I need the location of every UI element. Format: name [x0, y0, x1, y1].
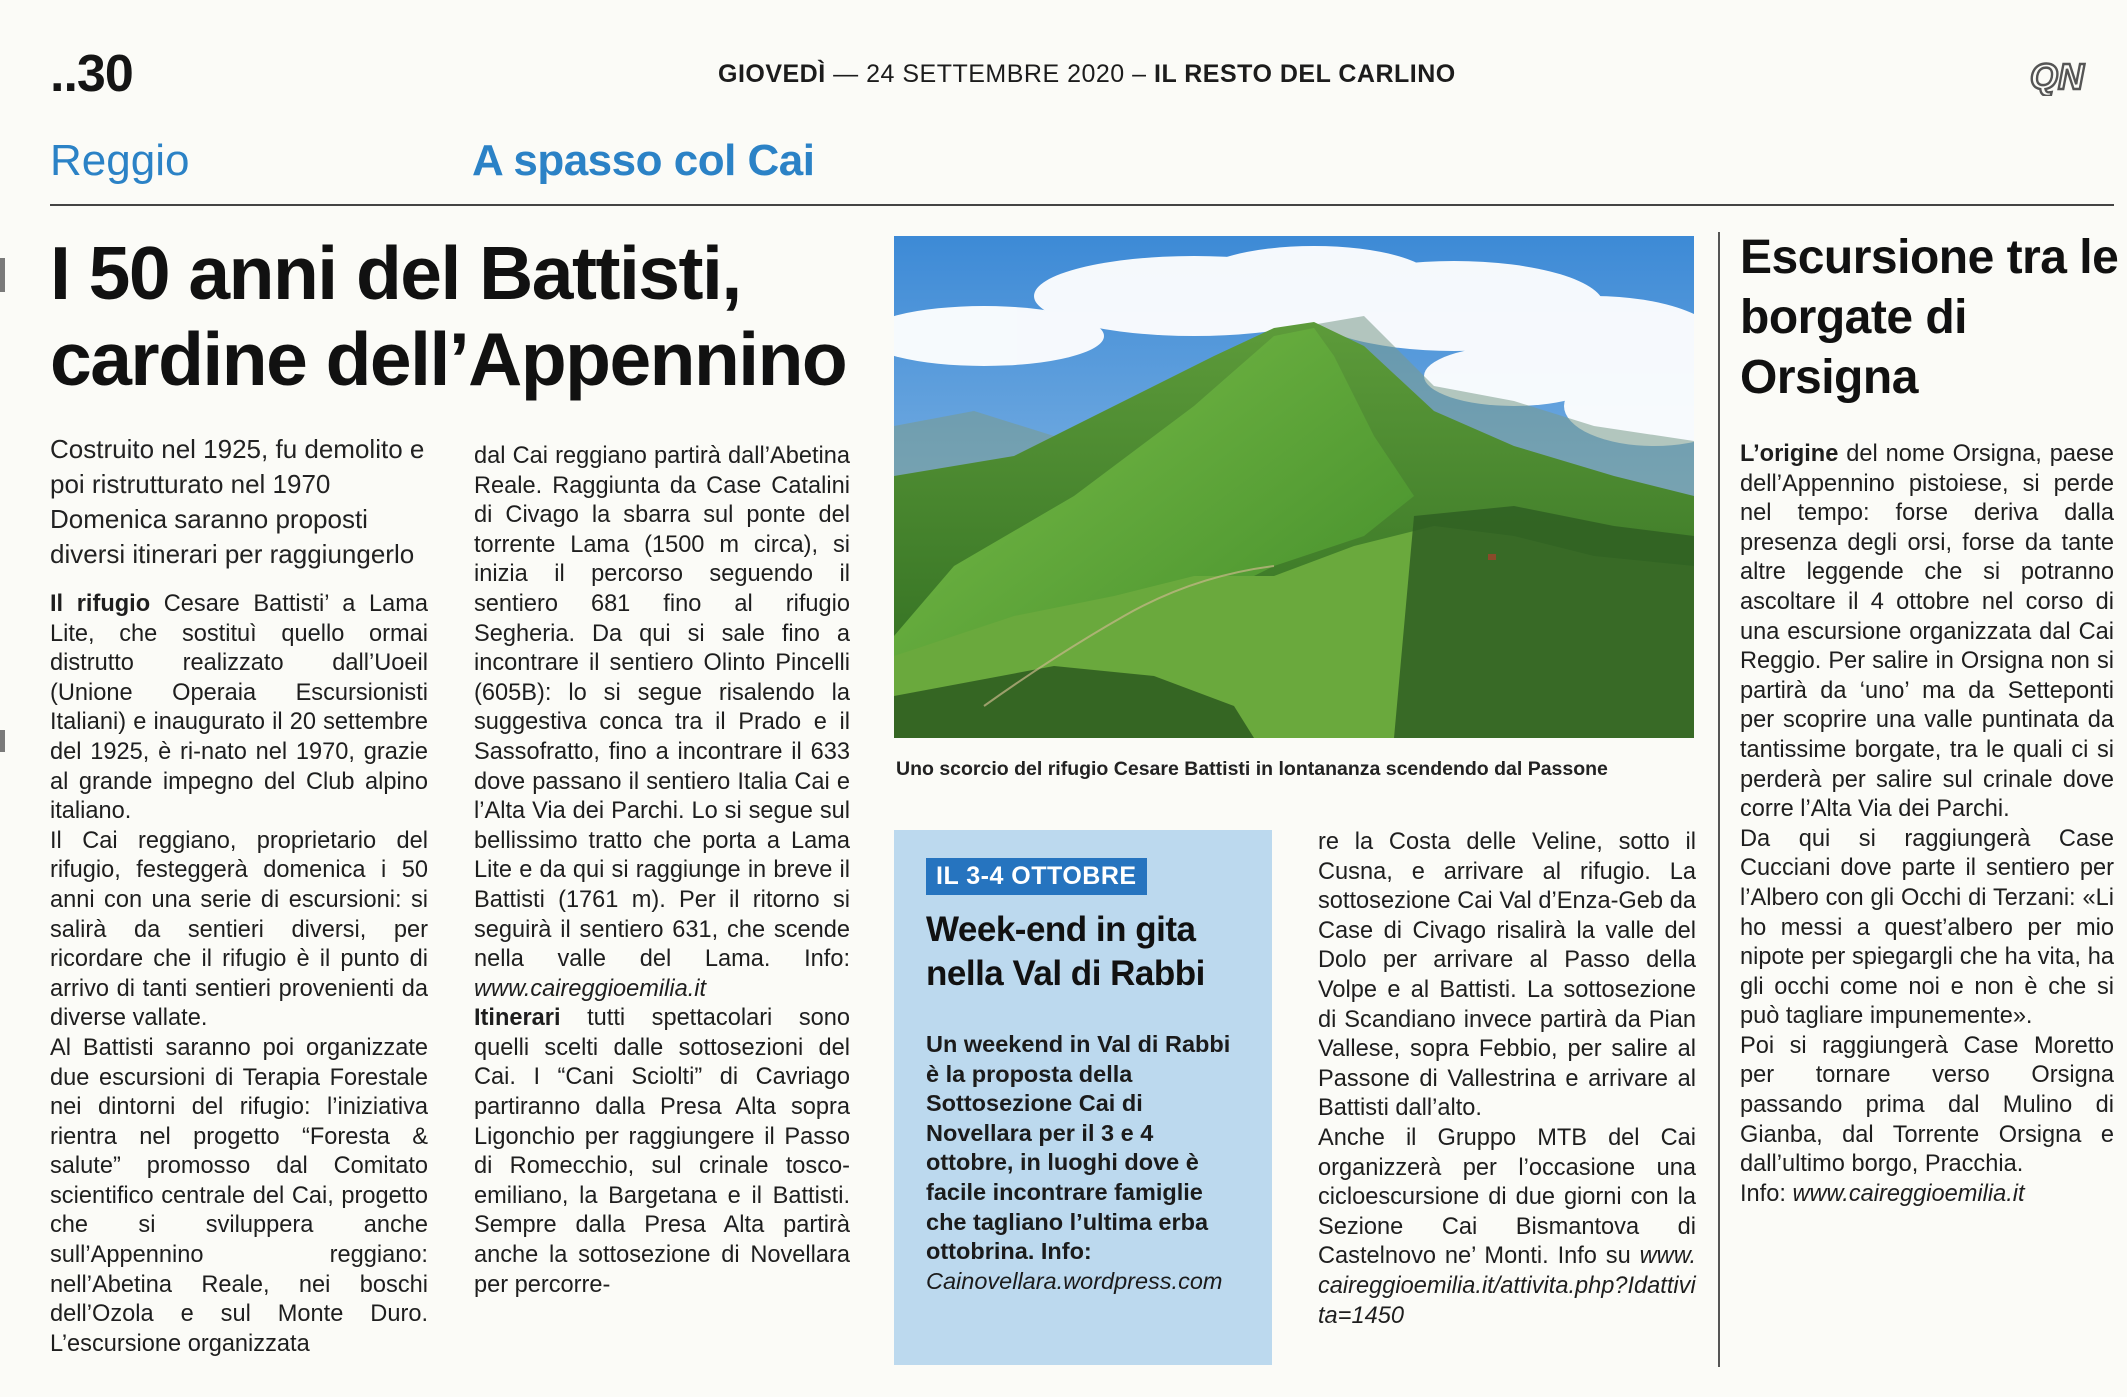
article-column-2 [474, 442, 850, 1300]
paragraph: Il Cai reggiano, proprietario del rifugio, festeggerà domenica i 50 anni con una serie di escursioni: si salirà da sentieri diversi, per ricordare che il rifugio è il punto di arrivo di tanti sentieri provenienti da diverse vallate. [50, 827, 428, 1032]
page-number: ..30 [50, 45, 133, 103]
masthead-dash: — [833, 60, 859, 88]
svg-text:QN: QN [2030, 58, 2084, 96]
paragraph [1318, 1124, 1696, 1331]
masthead-date: 24 SETTEMBRE 2020 [866, 60, 1125, 88]
info-label: Info: [1740, 1180, 1793, 1207]
scan-mark [0, 258, 5, 292]
paragraph-lead: Itinerari [474, 1005, 561, 1032]
event-lead: Un weekend [926, 1031, 1064, 1057]
divider [50, 204, 2114, 206]
masthead-newspaper: IL RESTO DEL CARLINO [1154, 60, 1456, 88]
mountain-photo [894, 236, 1694, 738]
scan-mark [0, 730, 5, 752]
sidebar-title: Escursione tra le borgate di Orsigna [1740, 231, 2119, 404]
article-subtitle: Costruito nel 1925, fu demolito e poi ristrutturato nel 1970 Domenica saranno proposti diversi itinerari per raggiungerlo [50, 434, 425, 569]
article-title [50, 230, 870, 402]
info-link[interactable]: www.caireggioemilia.it/attivita.php?Idattivita=1450 [1318, 1243, 1696, 1329]
paragraph-text: Cesare Battisti’ a Lama Lite, che sostituì quello ormai distrutto realizzato dall’Uoeil (Unione Operaia Escursionisti Italiani) e inaugurato il 20 settembre del 1925, è ri-nato nel 1970, grazie al grande impegno del Club alpino italiano. [50, 591, 428, 825]
event-text: in Val di Rabbi è la proposta della Sottosezione Cai di Novellara per il 3 e 4 ottobre, in luoghi dove è facile incontrare famiglie che tagliano l’ultima erba ottobrina. Info: [926, 1031, 1231, 1265]
kicker: A spasso col Cai [472, 136, 815, 185]
paragraph [50, 590, 428, 827]
paragraph [1740, 440, 2114, 825]
mountain-illustration [894, 236, 1694, 738]
paragraph-lead: Il rifugio [50, 591, 151, 617]
event-body [926, 1030, 1246, 1296]
masthead-dash: – [1132, 60, 1147, 88]
article-title-line: I 50 anni del Battisti, [50, 231, 741, 315]
info-link[interactable]: www.caireggioemilia.it [474, 975, 707, 1002]
section-label: Reggio [50, 136, 190, 185]
masthead-day: GIOVEDÌ [718, 60, 826, 88]
event-link[interactable]: Cainovellara.wordpress.com [926, 1267, 1223, 1294]
event-date-tag: IL 3-4 OTTOBRE [926, 858, 1147, 895]
photo-caption: Uno scorcio del rifugio Cesare Battisti in lontananza scendendo dal Passone [896, 758, 1608, 780]
article-column-1 [50, 590, 428, 1359]
paragraph: Da qui si raggiungerà Case Cucciani dove parte il sentiero per l’Albero con gli Occhi di Terzani: «Li ho messi a quest’albero per mio nipote per spiegargli che ha vita, ha gli occhi come noi e non è che si può tagliare impunemente». [1740, 825, 2114, 1030]
paragraph: Poi si raggiungerà Case Moretto per tornare verso Orsigna passando prima dal Mulino di Gianba, dal Torrente Orsigna e dall’ultimo borgo, Pracchia. [1740, 1032, 2114, 1178]
paragraph-lead: L’origine [1740, 441, 1839, 467]
qn-logo [2028, 58, 2114, 96]
paragraph [1740, 1180, 2114, 1210]
paragraph-text: Anche il Gruppo MTB del Cai organizzerà per l’occasione una cicloescursione di due giorni con la Sezione Cai Bismantova di Castelnovo ne’ Monti. Info su [1318, 1124, 1696, 1270]
paragraph [474, 1004, 850, 1300]
masthead-line [718, 60, 1456, 89]
article-column-3 [1318, 828, 1696, 1331]
divider [1718, 232, 1720, 1367]
info-link[interactable]: www.caireggioemilia.it [1792, 1180, 2025, 1207]
paragraph: re la Costa delle Veline, sotto il Cusna, e arrivare al rifugio. La sottosezione Cai Val d’Enza-Geb da Case di Civago risalirà la valle del Dolo per arrivare al Passo della Volpe e al Battisti. La sottosezione di Scandiano invece partirà da Pian Vallese, sopra Febbio, per salire al Passone di Vallestrina e arrivare al Battisti dall’alto. [1318, 829, 1696, 1122]
paragraph-text: tutti spettacolari sono quelli scelti dalle sottosezioni del Cai. I “Cani Sciolti” di Cavriago partiranno dalla Presa Alta sopra Ligonchio per raggiungere il Passo di Romecchio, sul crinale tosco-emiliano, la Bargetana e il Battisti. Sempre dalla Presa Alta partirà anche la sottosezione di Novellara per percorre- [474, 1005, 850, 1298]
article-title-line: cardine dell’Appennino [50, 317, 847, 401]
paragraph-text: del nome Orsigna, paese dell’Appennino pistoiese, si perde nel tempo: forse deriva dalla presenza degli orsi, forse da tante altre leggende che si potranno ascoltare il 4 ottobre nel corso di una escursione organizzata dal Cai Reggio. Per salire in Orsigna non si partirà da ‘uno’ ma da Setteponti per scoprire una valle puntinata da tantissime borgate, tra le quali ci si perderà per salire sul crinale dove corre l’Alta Via dei Parchi. [1740, 441, 2114, 823]
sidebar-column [1740, 440, 2114, 1209]
event-title: Week-end in gita nella Val di Rabbi [926, 910, 1205, 993]
paragraph-text: dal Cai reggiano partirà dall’Abetina Reale. Raggiunta da Case Catalini di Civago la sbarra sul ponte del torrente Lama (1500 m circa), si inizia il percorso seguendo il sentiero 681 fino al rifugio Segheria. Da qui si sale fino a incontrare il sentiero Olinto Pincelli (605B): lo si segue risalendo la suggestiva conca tra il Prado e il Sassofratto, fino a incontrare il 633 dove passano il sentiero Italia Cai e l’Alta Via dei Parchi. Lo si segue sul bellissimo tratto che porta a Lama Lite e da qui si raggiunge in breve il Battisti (1761 m). Per il ritorno si seguirà il sentiero 631, che scende nella valle del Lama. Info: [474, 443, 850, 973]
paragraph [474, 442, 850, 1004]
paragraph: Al Battisti saranno poi organizzate due escursioni di Terapia Forestale nei dintorni del rifugio: l’iniziativa rientra nel progetto “Foresta & salute” promosso dal Comitato scientifico centrale del Cai, progetto che si sviluppera anche sull’Appennino reggiano: nell’Abetina Reale, nei boschi dell’Ozola e sul Monte Duro. L’escursione organizzata [50, 1034, 428, 1357]
